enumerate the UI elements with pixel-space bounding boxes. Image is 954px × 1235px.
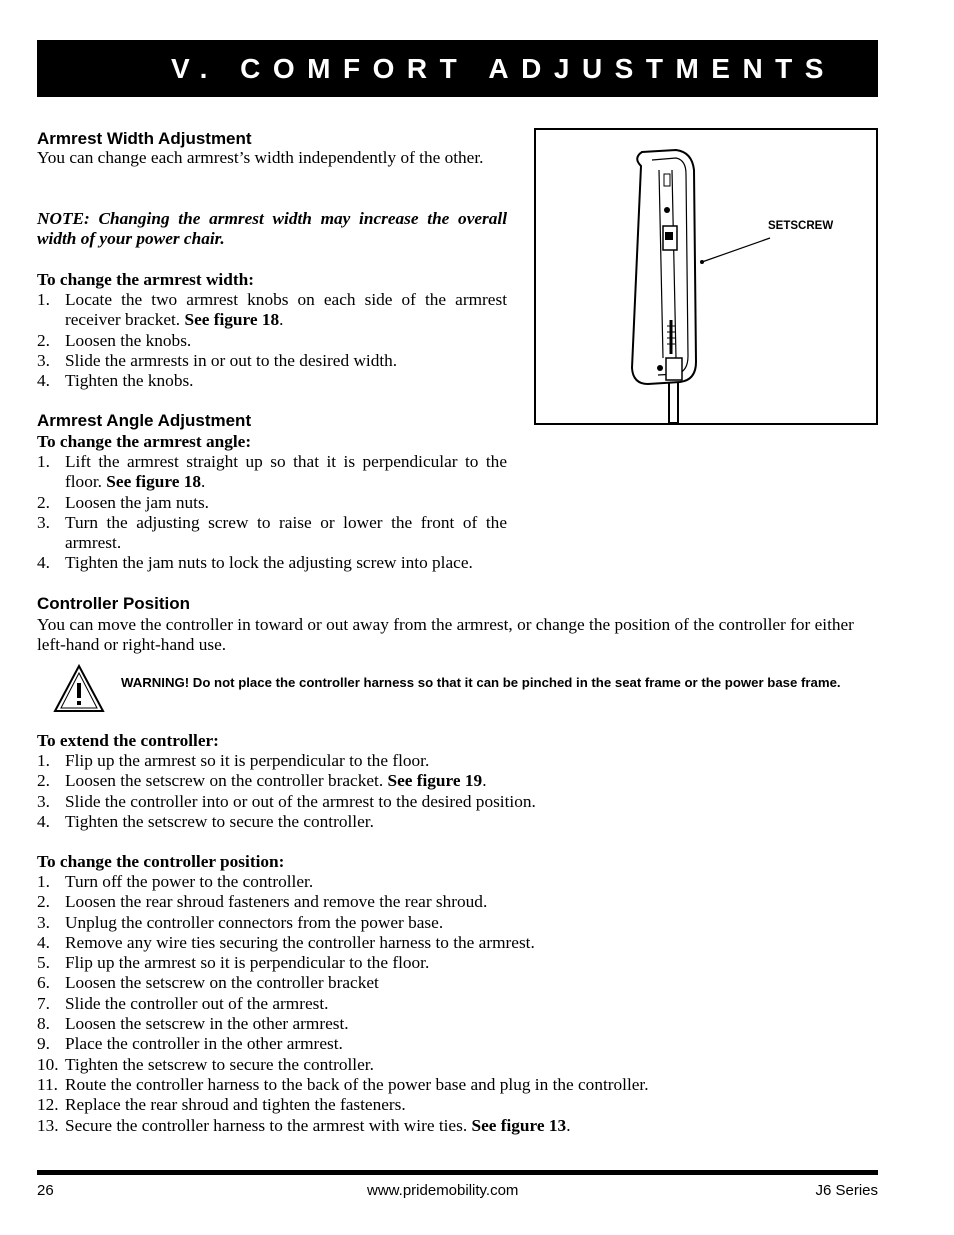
- section-banner: [37, 40, 878, 97]
- controller-intro: You can move the controller in toward or out away from the armrest, or change the position of the controller for either left-hand or right-hand use.: [37, 615, 854, 655]
- step-number: 4.: [37, 371, 50, 391]
- step-text: Slide the controller out of the armrest.: [65, 993, 329, 1013]
- step-text: Loosen the setscrew on the controller bracket: [65, 973, 379, 993]
- step-number: 1.: [37, 872, 50, 891]
- step-text: Slide the controller into or out of the armrest to the desired position.: [65, 791, 536, 811]
- warning-icon: [53, 664, 105, 714]
- step-punct: .: [482, 771, 487, 791]
- step-text: Lift the armrest straight up so that it is perpendicular to the floor.: [65, 452, 507, 492]
- step-text: Tighten the knobs.: [65, 371, 194, 391]
- step-text: Tighten the setscrew to secure the controller.: [65, 811, 374, 831]
- step-number: 3.: [37, 350, 50, 370]
- figure-reference: See figure 18: [106, 472, 201, 492]
- list-item: [37, 1034, 877, 1054]
- step-number: 3.: [37, 512, 50, 532]
- step-text: Loosen the jam nuts.: [65, 492, 209, 512]
- step-number: 12.: [37, 1095, 59, 1115]
- step-number: 5.: [37, 953, 50, 973]
- warning-text: WARNING! Do not place the controller harness so that it can be pinched in the seat frame or the power base frame.: [121, 675, 841, 690]
- step-text: Turn off the power to the controller.: [65, 872, 314, 891]
- step-number: 2.: [37, 492, 50, 512]
- step-text: Loosen the knobs.: [65, 330, 192, 350]
- step-number: 4.: [37, 811, 50, 831]
- step-punct: .: [279, 310, 284, 330]
- step-text: Locate the two armrest knobs on each side of the armrest receiver bracket.: [65, 290, 507, 330]
- step-text: Remove any wire ties securing the controller harness to the armrest.: [65, 932, 535, 952]
- step-number: 9.: [37, 1034, 50, 1054]
- figure-reference: See figure 19: [387, 771, 483, 791]
- armrest-angle-steps-title: To change the armrest angle:: [37, 432, 252, 451]
- list-item: [37, 513, 507, 554]
- footer-url: www.pridemobility.com: [367, 1182, 519, 1199]
- list-item: [37, 973, 877, 993]
- step-text: Flip up the armrest so it is perpendicular to the floor.: [65, 751, 430, 770]
- armrest-illustration: [536, 130, 876, 423]
- step-punct: .: [566, 1115, 571, 1135]
- step-number: 3.: [37, 791, 50, 811]
- figure-reference: See figure 13: [471, 1115, 567, 1135]
- extend-controller-title: To extend the controller:: [37, 731, 219, 750]
- step-text: Replace the rear shroud and tighten the fasteners.: [65, 1095, 406, 1115]
- footer-rule: [37, 1170, 878, 1175]
- section-title: V. COMFORT ADJUSTMENTS: [171, 53, 836, 84]
- step-text: Tighten the jam nuts to lock the adjusting screw into place.: [65, 553, 473, 573]
- step-number: 2.: [37, 771, 50, 791]
- step-text: Flip up the armrest so it is perpendicular to the floor.: [65, 953, 430, 973]
- step-text: Route the controller harness to the back of the power base and plug in the controller.: [65, 1074, 649, 1094]
- step-number: 3.: [37, 912, 50, 932]
- step-number: 4.: [37, 932, 50, 952]
- list-item: [37, 1075, 877, 1095]
- list-item: [37, 1095, 877, 1115]
- change-controller-steps: [37, 872, 877, 1136]
- list-item: [37, 913, 877, 933]
- list-item: [37, 872, 877, 892]
- list-item: [37, 1116, 877, 1136]
- step-text: Turn the adjusting screw to raise or lower the front of the armrest.: [65, 512, 507, 553]
- list-item: [37, 371, 507, 391]
- step-text: Slide the armrests in or out to the desired width.: [65, 350, 398, 370]
- list-item: [37, 331, 507, 351]
- list-item: [37, 771, 877, 791]
- step-text: Loosen the setscrew on the controller bracket.: [65, 771, 388, 791]
- list-item: [37, 751, 877, 771]
- extend-controller-steps: [37, 751, 877, 832]
- list-item: [37, 953, 877, 973]
- setscrew-label: SETSCREW: [768, 220, 834, 232]
- list-item: [37, 792, 877, 812]
- step-text: Place the controller in the other armrest.: [65, 1034, 343, 1054]
- step-number: 1.: [37, 751, 50, 770]
- list-item: [37, 493, 507, 513]
- armrest-width-steps-title: To change the armrest width:: [37, 270, 254, 289]
- figure-reference: See figure 18: [184, 310, 280, 330]
- list-item: [37, 290, 507, 331]
- list-item: [37, 994, 877, 1014]
- step-number: 8.: [37, 1014, 50, 1034]
- step-number: 7.: [37, 993, 50, 1013]
- step-text: Secure the controller harness to the armrest with wire ties.: [65, 1115, 472, 1135]
- step-number: 1.: [37, 290, 50, 309]
- armrest-angle-heading: Armrest Angle Adjustment: [37, 411, 252, 430]
- step-number: 6.: [37, 973, 50, 993]
- step-number: 11.: [37, 1074, 58, 1094]
- list-item: [37, 933, 877, 953]
- list-item: [37, 351, 507, 371]
- armrest-width-note: NOTE: Changing the armrest width may increase the overall width of your power chair.: [37, 209, 507, 249]
- figure-armrest-setscrew: [534, 128, 878, 425]
- list-item: [37, 452, 507, 493]
- armrest-angle-steps: [37, 452, 507, 574]
- step-number: 13.: [37, 1115, 59, 1135]
- step-number: 4.: [37, 553, 50, 573]
- step-number: 2.: [37, 330, 50, 350]
- footer-series: J6 Series: [815, 1182, 878, 1199]
- list-item: [37, 892, 877, 912]
- change-controller-title: To change the controller position:: [37, 852, 285, 871]
- armrest-width-intro: You can change each armrest’s width independently of the other.: [37, 148, 484, 167]
- list-item: [37, 812, 877, 832]
- page-number: 26: [37, 1182, 54, 1199]
- list-item: [37, 1055, 877, 1075]
- step-text: Loosen the setscrew in the other armrest.: [65, 1014, 349, 1034]
- step-number: 1.: [37, 452, 50, 471]
- step-text: Tighten the setscrew to secure the controller.: [65, 1054, 374, 1074]
- armrest-width-heading: Armrest Width Adjustment: [37, 129, 252, 148]
- step-punct: .: [201, 472, 206, 492]
- step-number: 2.: [37, 892, 50, 912]
- step-text: Unplug the controller connectors from the power base.: [65, 912, 444, 932]
- step-number: 10.: [37, 1054, 59, 1074]
- step-text: Loosen the rear shroud fasteners and remove the rear shroud.: [65, 892, 488, 912]
- controller-heading: Controller Position: [37, 594, 190, 613]
- list-item: [37, 553, 507, 573]
- list-item: [37, 1014, 877, 1034]
- armrest-width-steps: [37, 290, 507, 391]
